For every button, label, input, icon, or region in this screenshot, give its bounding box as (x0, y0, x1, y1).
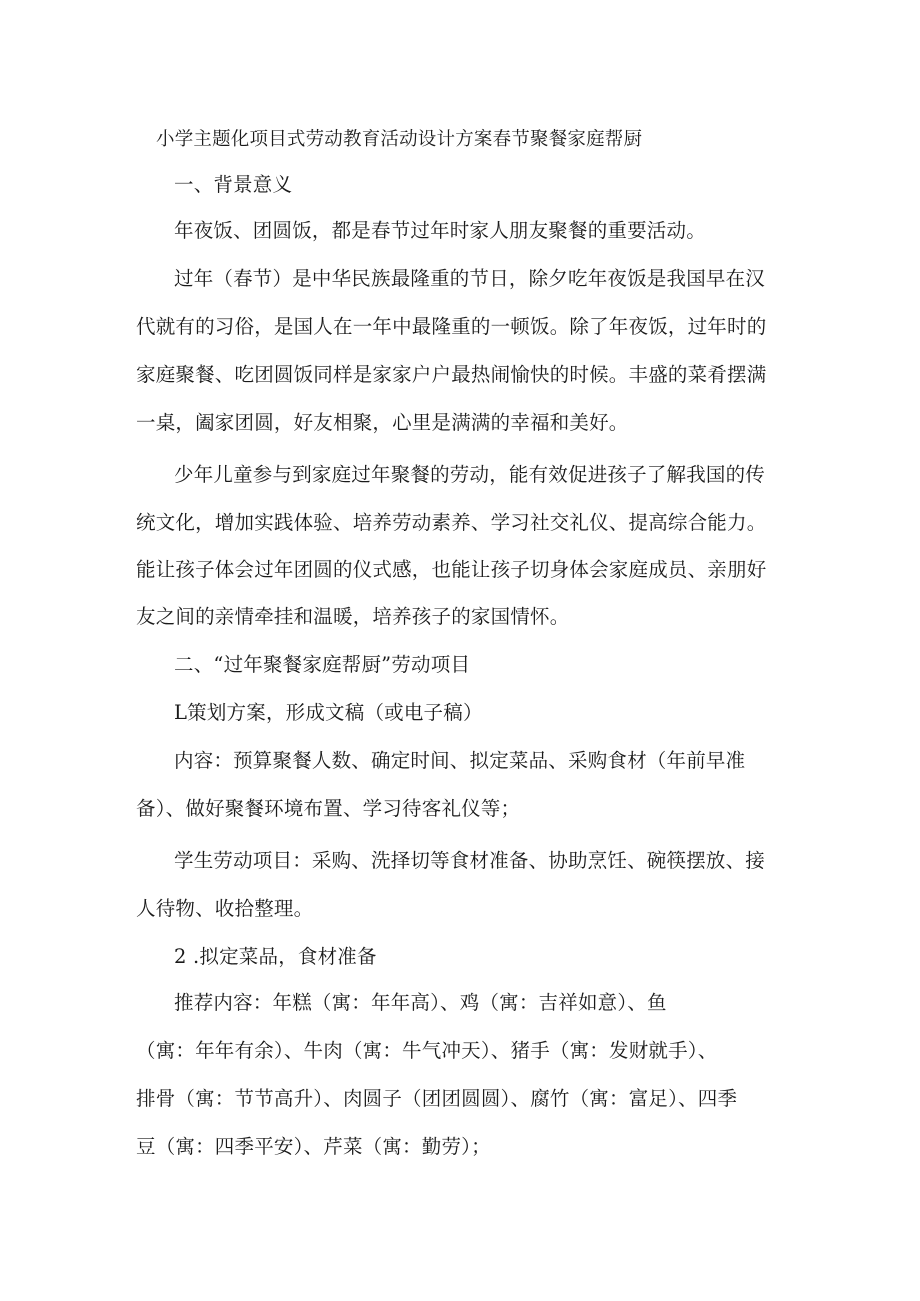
paragraph-line: 内容：预算聚餐人数、确定时间、拟定菜品、采购食材（年前早准 (174, 749, 746, 772)
section-heading-background: 一、背景意义 (174, 173, 293, 196)
paragraph-line: 人待物、收拾整理。 (136, 897, 314, 920)
paragraph-line: 能让孩子体会过年团圆的仪式感，也能让孩子切身体会家庭成员、亲朋好 (136, 558, 767, 581)
paragraph-line: 推荐内容：年糕（寓：年年高）、鸡（寓：吉祥如意）、鱼 (174, 991, 667, 1014)
paragraph-line: 代就有的习俗，是国人在一年中最隆重的一顿饭。除了年夜饭，过年时的 (136, 315, 767, 338)
paragraph-line: 过年（春节）是中华民族最隆重的节日，除夕吃年夜饭是我国早在汉 (174, 267, 766, 290)
paragraph-line: 备）、做好聚餐环境布置、学习待客礼仪等； (136, 797, 521, 820)
paragraph-line: 一桌，阖家团圆，好友相聚，心里是满满的幸福和美好。 (136, 411, 629, 434)
paragraph-line: （寓：年年有余）、牛肉（寓：牛气冲天）、猪手（寓：发财就手）、 (136, 1039, 718, 1062)
paragraph-line: 家庭聚餐、吃团圆饭同样是家家户户最热闹愉快的时候。丰盛的菜肴摆满 (136, 363, 767, 386)
document-title: 小学主题化项目式劳动教育活动设计方案春节聚餐家庭帮厨 (156, 129, 643, 150)
paragraph-line: 友之间的亲情牵挂和温暖，培养孩子的家国情怀。 (136, 605, 570, 628)
paragraph-line: 学生劳动项目：采购、洗择切等食材准备、协助烹饪、碗筷摆放、接 (174, 849, 766, 872)
paragraph-line: 豆（寓：四季平安）、芹菜（寓：勤劳）； (136, 1135, 491, 1158)
item-heading-dishes: 2 .拟定菜品，食材准备 (174, 945, 377, 968)
paragraph-line: 统文化，增加实践体验、培养劳动素养、学习社交礼仪、提高综合能力。 (136, 511, 767, 534)
item-heading-plan: L策划方案，形成文稿（或电子稿） (174, 701, 483, 724)
section-heading-project: 二、“过年聚餐家庭帮厨”劳动项目 (174, 653, 471, 676)
paragraph-line: 排骨（寓：节节高升）、肉圆子（团团圆圆）、腐竹（寓：富足）、四季 (136, 1087, 738, 1110)
paragraph-line: 年夜饭、团圆饭，都是春节过年时家人朋友聚餐的重要活动。 (174, 219, 706, 242)
paragraph-line: 少年儿童参与到家庭过年聚餐的劳动，能有效促进孩子了解我国的传 (174, 463, 766, 486)
